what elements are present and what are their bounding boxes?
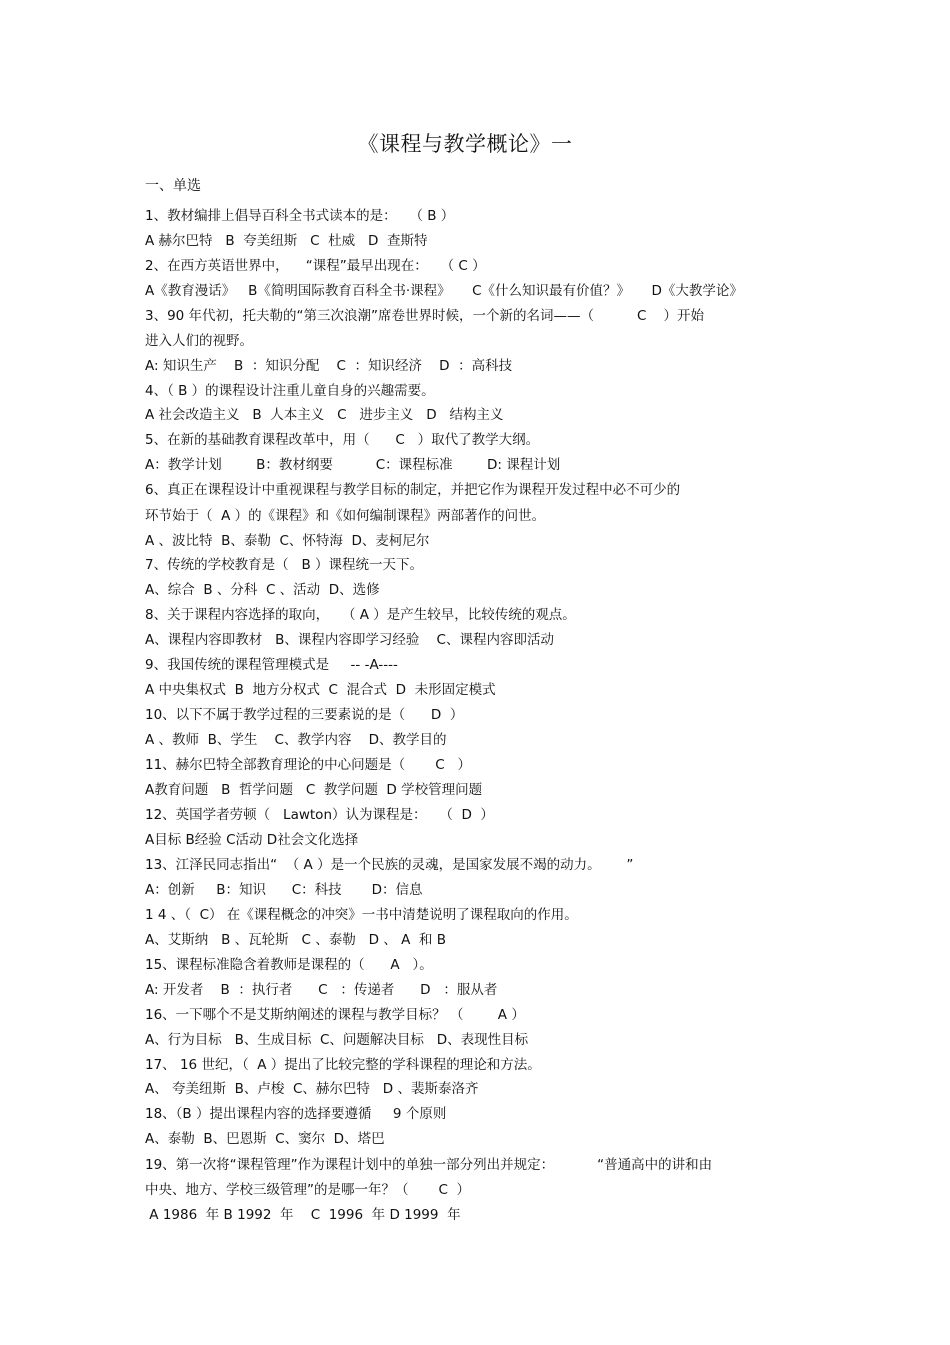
question-line: 1、教材编排上倡导百科全书式读本的是： （ B ） — [145, 208, 455, 224]
question-line: 4、（ B ）的课程设计注重儿童自身的兴趣需要。 — [145, 383, 435, 399]
question-line: A 赫尔巴特 B 夸美纽斯 C 杜威 D 查斯特 — [145, 233, 428, 249]
question-line: A 、波比特 B、泰勒 C、怀特海 D、麦柯尼尔 — [145, 533, 430, 549]
question-line: 16、一下哪个不是艾斯纳阐述的课程与教学目标？ （ A ） — [145, 1007, 525, 1023]
question-line: A教育问题 B 哲学问题 C 教学问题 D 学校管理问题 — [145, 782, 483, 798]
question-line: 11、赫尔巴特全部教育理论的中心问题是（ C ） — [145, 757, 472, 773]
question-line: 1 4 、（ C） 在《课程概念的冲突》一书中清楚说明了课程取向的作用。 — [145, 907, 578, 923]
question-line: 15、课程标准隐含着教师是课程的（ A ）。 — [145, 957, 433, 973]
question-line: 10、以下不属于教学过程的三要素说的是（ D ） — [145, 707, 464, 723]
question-line: 18、（B ）提出课程内容的选择要遵循 9 个原则 — [145, 1106, 447, 1122]
question-line: 进入人们的视野。 — [145, 333, 253, 349]
question-line: A：创新 B：知识 C：科技 D：信息 — [145, 882, 423, 898]
question-line: 13、江泽民同志指出“ （ A ）是一个民族的灵魂，是国家发展不竭的动力。 ” — [145, 857, 634, 873]
question-line: A: 开发者 B ：执行者 C ：传递者 D ：服从者 — [145, 982, 498, 998]
question-line: 2、在西方英语世界中， “课程”最早出现在： （ C ） — [145, 258, 486, 274]
section-heading: 一、单选 — [145, 178, 201, 194]
question-line: A、泰勒 B、巴恩斯 C、窦尔 D、塔巴 — [145, 1131, 385, 1147]
question-line: A: 知识生产 B ：知识分配 C ：知识经济 D ：高科技 — [145, 358, 513, 374]
question-line: A、艾斯纳 B 、瓦轮斯 C 、泰勒 D 、 A 和 B — [145, 932, 446, 948]
question-line: 12、英国学者劳顿（ Lawton）认为课程是： （ D ） — [145, 807, 494, 823]
question-line: 6、真正在课程设计中重视课程与教学目标的制定，并把它作为课程开发过程中必不可少的 — [145, 482, 681, 498]
question-line: 7、传统的学校教育是（ B ）课程统一天下。 — [145, 557, 424, 573]
question-line: A《教育漫话》 B《简明国际教育百科全书·课程》 C《什么知识最有价值？》 D《大教学论》 — [145, 283, 743, 299]
question-line: A 1986 年 B 1992 年 C 1996 年 D 1999 年 — [145, 1207, 461, 1223]
question-line: 环节始于（ A ）的《课程》和《如何编制课程》两部著作的问世。 — [145, 508, 546, 524]
page-title: 《课程与教学概论》一 — [357, 132, 573, 156]
question-line: 中央、地方、学校三级管理”的是哪一年？（ C ） — [145, 1182, 471, 1198]
question-line: 17、 16 世纪，（ A ）提出了比较完整的学科课程的理论和方法。 — [145, 1057, 541, 1073]
question-line: 8、关于课程内容选择的取向， （ A ）是产生较早，比较传统的观点。 — [145, 607, 576, 623]
question-line: 5、在新的基础教育课程改革中，用（ C ）取代了教学大纲。 — [145, 432, 540, 448]
question-line: A、课程内容即教材 B、课程内容即学习经验 C、课程内容即活动 — [145, 632, 554, 648]
question-line: A 社会改造主义 B 人本主义 C 进步主义 D 结构主义 — [145, 407, 504, 423]
question-line: 19、第一次将“课程管理”作为课程计划中的单独一部分列出并规定： “普通高中的讲和由 — [145, 1157, 713, 1173]
question-line: A 中央集权式 B 地方分权式 C 混合式 D 未形固定模式 — [145, 682, 496, 698]
question-line: A、综合 B 、分科 C 、活动 D、选修 — [145, 582, 380, 598]
question-line: A 、教师 B、学生 C、教学内容 D、教学目的 — [145, 732, 447, 748]
question-line: 3、90 年代初，托夫勒的“第三次浪潮”席卷世界时候，一个新的名词——（ C ）开始 — [145, 308, 705, 324]
question-line: A目标 B经验 C活动 D社会文化选择 — [145, 832, 359, 848]
question-line: 9、我国传统的课程管理模式是 -- -A---- — [145, 657, 398, 673]
question-line: A：教学计划 B：教材纲要 C：课程标准 D: 课程计划 — [145, 457, 561, 473]
question-line: A、 夸美纽斯 B、卢梭 C、赫尔巴特 D 、裴斯泰洛齐 — [145, 1081, 479, 1097]
question-line: A、行为目标 B、生成目标 C、问题解决目标 D、表现性目标 — [145, 1032, 529, 1048]
